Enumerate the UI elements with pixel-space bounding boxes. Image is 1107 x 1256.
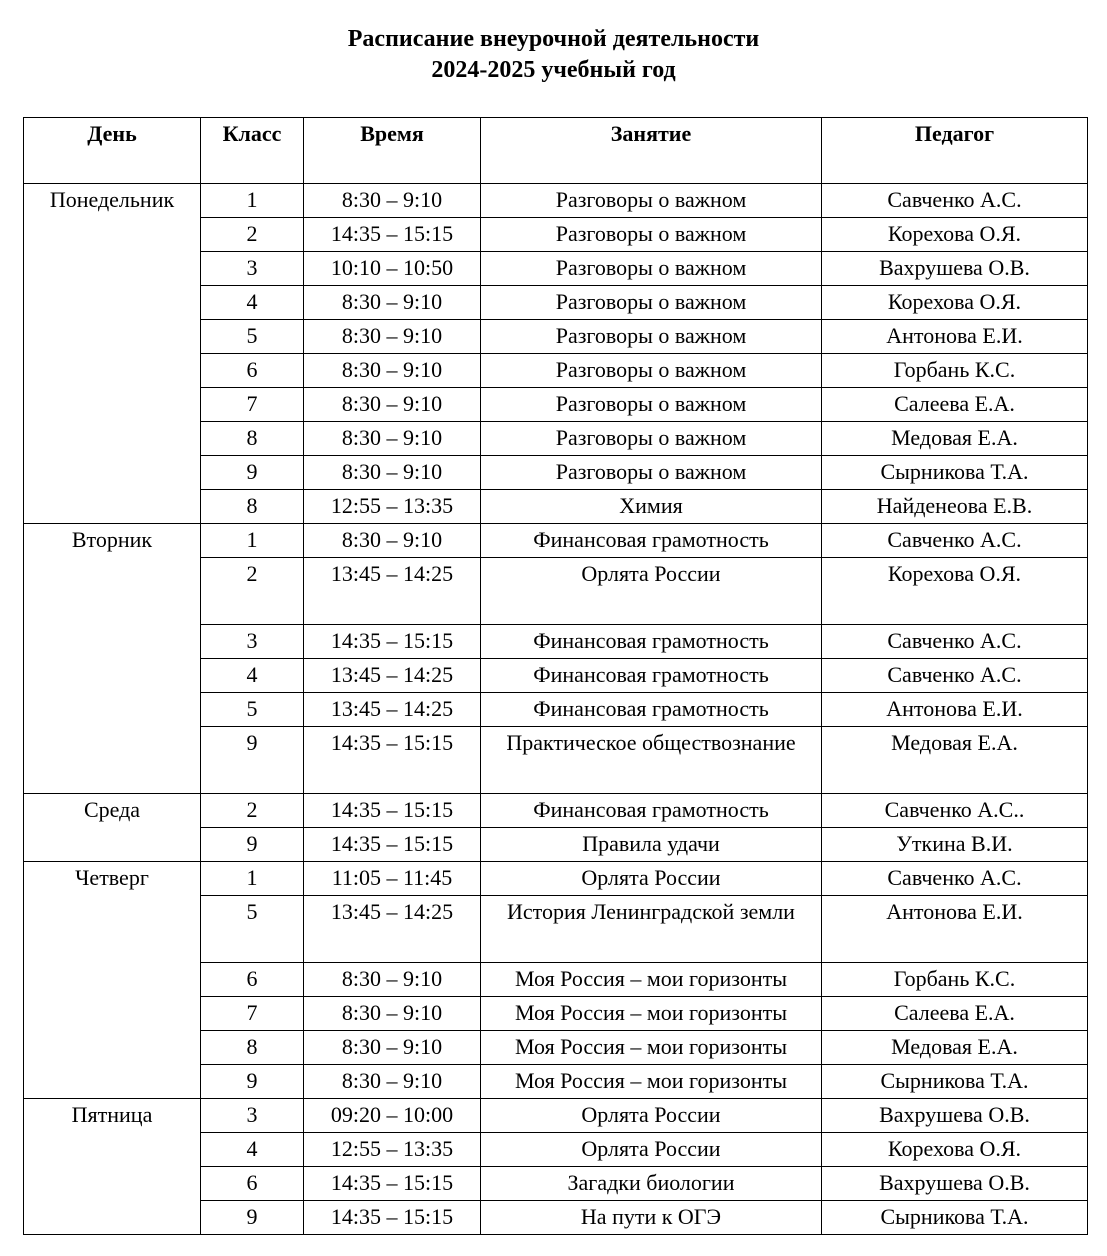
- table-row: [24, 1099, 1088, 1133]
- teacher-cell: Савченко А.С..: [822, 794, 1088, 828]
- class-cell: 7: [201, 388, 304, 422]
- time-cell: 14:35 – 15:15: [304, 218, 481, 252]
- teacher-cell: Савченко А.С.: [822, 862, 1088, 896]
- table-row: [24, 524, 1088, 558]
- teacher-cell: Корехова О.Я.: [822, 286, 1088, 320]
- teacher-cell: Савченко А.С.: [822, 625, 1088, 659]
- class-cell: 6: [201, 1167, 304, 1201]
- activity-cell: Разговоры о важном: [481, 354, 822, 388]
- day-cell: Понедельник: [24, 184, 201, 524]
- time-cell: 11:05 – 11:45: [304, 862, 481, 896]
- time-cell: 09:20 – 10:00: [304, 1099, 481, 1133]
- teacher-cell: Вахрушева О.В.: [822, 1167, 1088, 1201]
- teacher-cell: Корехова О.Я.: [822, 558, 1088, 625]
- activity-cell: Разговоры о важном: [481, 252, 822, 286]
- activity-cell: Финансовая грамотность: [481, 524, 822, 558]
- time-cell: 14:35 – 15:15: [304, 828, 481, 862]
- activity-cell: Финансовая грамотность: [481, 794, 822, 828]
- teacher-cell: Салеева Е.А.: [822, 388, 1088, 422]
- class-cell: 8: [201, 422, 304, 456]
- teacher-cell: Горбань К.С.: [822, 963, 1088, 997]
- class-cell: 3: [201, 625, 304, 659]
- time-cell: 13:45 – 14:25: [304, 659, 481, 693]
- class-cell: 1: [201, 524, 304, 558]
- activity-cell: Моя Россия – мои горизонты: [481, 1065, 822, 1099]
- activity-cell: Химия: [481, 490, 822, 524]
- class-cell: 5: [201, 693, 304, 727]
- header-teacher: Педагог: [822, 118, 1088, 184]
- day-cell: Четверг: [24, 862, 201, 1099]
- time-cell: 12:55 – 13:35: [304, 1133, 481, 1167]
- class-cell: 7: [201, 997, 304, 1031]
- teacher-cell: Медовая Е.А.: [822, 1031, 1088, 1065]
- teacher-cell: Медовая Е.А.: [822, 422, 1088, 456]
- header-day: День: [24, 118, 201, 184]
- class-cell: 9: [201, 456, 304, 490]
- class-cell: 4: [201, 286, 304, 320]
- teacher-cell: Антонова Е.И.: [822, 693, 1088, 727]
- class-cell: 2: [201, 218, 304, 252]
- teacher-cell: Вахрушева О.В.: [822, 1099, 1088, 1133]
- time-cell: 8:30 – 9:10: [304, 1031, 481, 1065]
- class-cell: 8: [201, 490, 304, 524]
- activity-cell: Орлята России: [481, 862, 822, 896]
- activity-cell: Разговоры о важном: [481, 388, 822, 422]
- activity-cell: На пути к ОГЭ: [481, 1201, 822, 1235]
- header-class: Класс: [201, 118, 304, 184]
- time-cell: 14:35 – 15:15: [304, 1201, 481, 1235]
- class-cell: 4: [201, 1133, 304, 1167]
- teacher-cell: Сырникова Т.А.: [822, 1201, 1088, 1235]
- time-cell: 8:30 – 9:10: [304, 184, 481, 218]
- class-cell: 1: [201, 184, 304, 218]
- class-cell: 9: [201, 828, 304, 862]
- teacher-cell: Корехова О.Я.: [822, 218, 1088, 252]
- document-title: [0, 24, 1107, 86]
- class-cell: 1: [201, 862, 304, 896]
- time-cell: 8:30 – 9:10: [304, 963, 481, 997]
- teacher-cell: Салеева Е.А.: [822, 997, 1088, 1031]
- time-cell: 8:30 – 9:10: [304, 1065, 481, 1099]
- teacher-cell: Уткина В.И.: [822, 828, 1088, 862]
- activity-cell: Разговоры о важном: [481, 218, 822, 252]
- time-cell: 14:35 – 15:15: [304, 794, 481, 828]
- teacher-cell: Медовая Е.А.: [822, 727, 1088, 794]
- class-cell: 9: [201, 1065, 304, 1099]
- class-cell: 6: [201, 354, 304, 388]
- header-activity: Занятие: [481, 118, 822, 184]
- title-line-1: Расписание внеурочной деятельности: [347, 26, 760, 52]
- time-cell: 8:30 – 9:10: [304, 524, 481, 558]
- title-line-2: 2024-2025 учебный год: [431, 57, 676, 83]
- activity-cell: Разговоры о важном: [481, 456, 822, 490]
- schedule-table: [23, 117, 1088, 1235]
- class-cell: 2: [201, 558, 304, 625]
- activity-cell: Моя Россия – мои горизонты: [481, 1031, 822, 1065]
- class-cell: 2: [201, 794, 304, 828]
- class-cell: 9: [201, 727, 304, 794]
- header-row: [24, 118, 1088, 184]
- table-row: [24, 184, 1088, 218]
- activity-cell: Орлята России: [481, 1133, 822, 1167]
- class-cell: 5: [201, 896, 304, 963]
- time-cell: 8:30 – 9:10: [304, 997, 481, 1031]
- activity-cell: Разговоры о важном: [481, 184, 822, 218]
- table-row: [24, 794, 1088, 828]
- activity-cell: Орлята России: [481, 558, 822, 625]
- teacher-cell: Сырникова Т.А.: [822, 1065, 1088, 1099]
- activity-cell: История Ленинградской земли: [481, 896, 822, 963]
- teacher-cell: Корехова О.Я.: [822, 1133, 1088, 1167]
- activity-cell: Финансовая грамотность: [481, 693, 822, 727]
- time-cell: 14:35 – 15:15: [304, 625, 481, 659]
- class-cell: 3: [201, 252, 304, 286]
- time-cell: 13:45 – 14:25: [304, 896, 481, 963]
- activity-cell: Орлята России: [481, 1099, 822, 1133]
- teacher-cell: Савченко А.С.: [822, 524, 1088, 558]
- activity-cell: Правила удачи: [481, 828, 822, 862]
- teacher-cell: Найденеова Е.В.: [822, 490, 1088, 524]
- activity-cell: Моя Россия – мои горизонты: [481, 963, 822, 997]
- header-time: Время: [304, 118, 481, 184]
- day-cell: Среда: [24, 794, 201, 862]
- activity-cell: Моя Россия – мои горизонты: [481, 997, 822, 1031]
- activity-cell: Разговоры о важном: [481, 422, 822, 456]
- teacher-cell: Сырникова Т.А.: [822, 456, 1088, 490]
- teacher-cell: Савченко А.С.: [822, 184, 1088, 218]
- schedule-body: [24, 184, 1088, 1235]
- class-cell: 6: [201, 963, 304, 997]
- activity-cell: Финансовая грамотность: [481, 659, 822, 693]
- day-cell: Вторник: [24, 524, 201, 794]
- time-cell: 10:10 – 10:50: [304, 252, 481, 286]
- time-cell: 12:55 – 13:35: [304, 490, 481, 524]
- teacher-cell: Антонова Е.И.: [822, 320, 1088, 354]
- teacher-cell: Горбань К.С.: [822, 354, 1088, 388]
- class-cell: 4: [201, 659, 304, 693]
- activity-cell: Разговоры о важном: [481, 286, 822, 320]
- time-cell: 8:30 – 9:10: [304, 354, 481, 388]
- teacher-cell: Савченко А.С.: [822, 659, 1088, 693]
- time-cell: 14:35 – 15:15: [304, 1167, 481, 1201]
- day-cell: Пятница: [24, 1099, 201, 1235]
- time-cell: 8:30 – 9:10: [304, 456, 481, 490]
- teacher-cell: Антонова Е.И.: [822, 896, 1088, 963]
- activity-cell: Финансовая грамотность: [481, 625, 822, 659]
- class-cell: 9: [201, 1201, 304, 1235]
- class-cell: 5: [201, 320, 304, 354]
- time-cell: 13:45 – 14:25: [304, 558, 481, 625]
- activity-cell: Разговоры о важном: [481, 320, 822, 354]
- time-cell: 13:45 – 14:25: [304, 693, 481, 727]
- table-row: [24, 862, 1088, 896]
- time-cell: 14:35 – 15:15: [304, 727, 481, 794]
- activity-cell: Практическое обществознание: [481, 727, 822, 794]
- class-cell: 3: [201, 1099, 304, 1133]
- activity-cell: Загадки биологии: [481, 1167, 822, 1201]
- teacher-cell: Вахрушева О.В.: [822, 252, 1088, 286]
- time-cell: 8:30 – 9:10: [304, 286, 481, 320]
- time-cell: 8:30 – 9:10: [304, 422, 481, 456]
- class-cell: 8: [201, 1031, 304, 1065]
- time-cell: 8:30 – 9:10: [304, 388, 481, 422]
- time-cell: 8:30 – 9:10: [304, 320, 481, 354]
